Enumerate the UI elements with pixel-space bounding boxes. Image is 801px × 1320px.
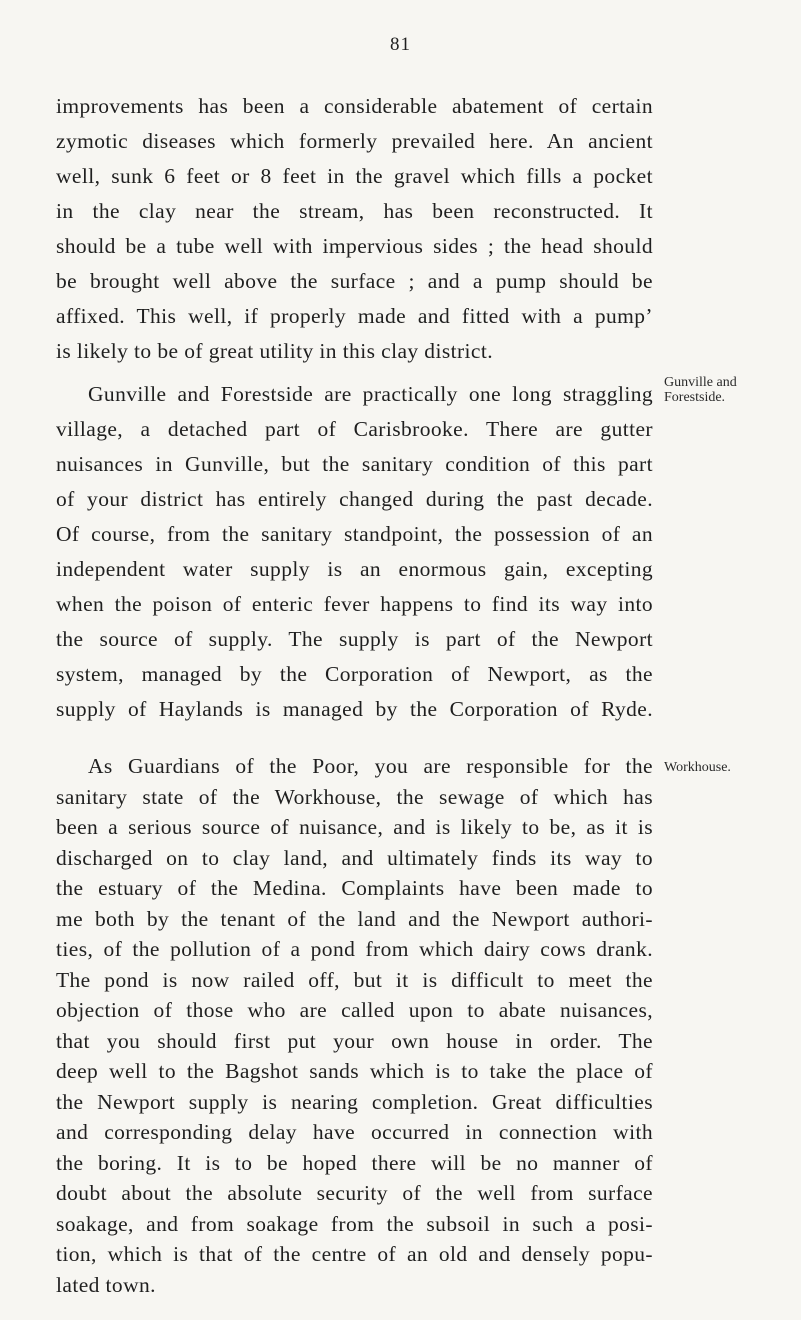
text-line: doubt about the absolute security of the well from surface (56, 1181, 653, 1205)
text-line: the boring. It is to be hoped there will be no manner of (56, 1150, 653, 1175)
text-line: soakage, and from soakage from the subsoil in such a posi- (56, 1211, 653, 1236)
text-line: me both by the tenant of the land and the Newport authori- (56, 906, 653, 931)
text-line: supply of Haylands is managed by the Corporation of Ryde. (56, 697, 653, 721)
text-line: well, sunk 6 feet or 8 feet in the gravel which fills a pocket (56, 164, 653, 188)
text-line: system, managed by the Corporation of Newport, as the (56, 662, 653, 686)
text-line: and corresponding delay have occurred in connection with (56, 1120, 653, 1144)
text-line: ties, of the pollution of a pond from which dairy cows drank. (56, 937, 653, 961)
margin-note-workhouse (664, 760, 731, 775)
text-line: be brought well above the surface ; and a pump should be (56, 269, 653, 293)
text-line: Of course, from the sanitary standpoint, the possession of an (56, 522, 653, 546)
text-line: discharged on to clay land, and ultimately finds its way to (56, 845, 653, 870)
text-line: that you should first put your own house in order. The (56, 1028, 653, 1053)
text-line: the estuary of the Medina. Complaints have been made to (56, 876, 653, 900)
text-line: is likely to be of great utility in this clay district. (56, 339, 493, 363)
margin-note-line: Workhouse. (664, 760, 731, 775)
text-line: the source of supply. The supply is part of the Newport (56, 627, 653, 651)
text-line: sanitary state of the Workhouse, the sewage of which has (56, 784, 653, 809)
text-line: in the clay near the stream, has been reconstructed. It (56, 199, 653, 223)
text-line: deep well to the Bagshot sands which is to take the place of (56, 1059, 653, 1083)
text-line: Gunville and Forestside are practically one long straggling (88, 382, 653, 406)
text-line: nuisances in Gunville, but the sanitary condition of this part (56, 452, 653, 476)
text-line: The pond is now railed off, but it is difficult to meet the (56, 967, 653, 992)
text-line: village, a detached part of Carisbrooke. There are gutter (56, 417, 653, 441)
text-line: of your district has entirely changed during the past decade. (56, 487, 653, 511)
text-line: affixed. This well, if properly made and fitted with a pump’ (56, 304, 653, 328)
text-line: been a serious source of nuisance, and is likely to be, as it is (56, 815, 653, 839)
text-line: tion, which is that of the centre of an old and densely popu- (56, 1242, 653, 1266)
text-line: independent water supply is an enormous gain, excepting (56, 557, 653, 581)
text-line: zymotic diseases which formerly prevailed here. An ancient (56, 129, 653, 153)
text-line: the Newport supply is nearing completion. Great difficulties (56, 1089, 653, 1114)
margin-note-line: Forestside. (664, 390, 726, 405)
text-line: As Guardians of the Poor, you are responsible for the (88, 754, 653, 778)
text-line: should be a tube well with impervious sides ; the head should (56, 234, 653, 258)
page-number: 81 (390, 34, 411, 55)
text-line: lated town. (56, 1272, 156, 1297)
margin-note-line: Gunville and (664, 375, 737, 390)
margin-note-gunville (664, 375, 737, 405)
text-line: improvements has been a considerable abatement of certain (56, 94, 653, 118)
text-line: objection of those who are called upon to abate nuisances, (56, 998, 653, 1022)
text-line: when the poison of enteric fever happens to find its way into (56, 592, 653, 616)
